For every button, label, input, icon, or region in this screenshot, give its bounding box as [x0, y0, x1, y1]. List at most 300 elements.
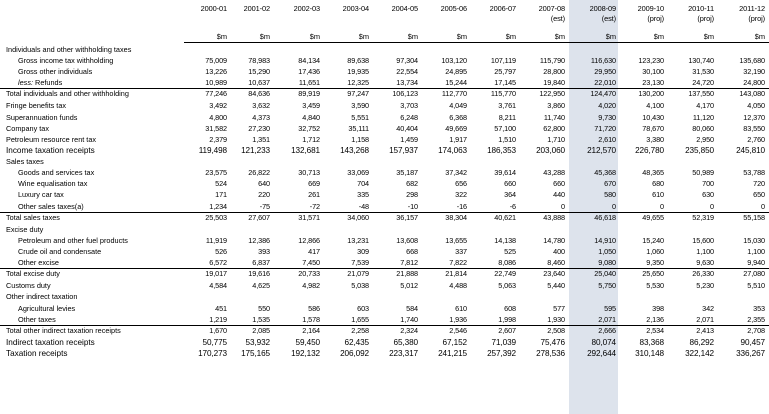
section-header-row [0, 291, 769, 302]
cell-value: 1,740 [400, 314, 418, 324]
cell-value: 2,666 [598, 325, 616, 335]
cell-value: 15,244 [445, 78, 467, 88]
cell-value: 2,324 [400, 325, 418, 335]
cell-value: 21,888 [396, 269, 418, 279]
cell-value: 86,292 [689, 338, 714, 348]
cell-value: 84,636 [248, 89, 270, 99]
cell-value: 2,950 [696, 134, 714, 144]
cell-value: 6,248 [400, 112, 418, 122]
cell-value: 30,100 [642, 67, 664, 77]
cell-value: 2,760 [747, 134, 765, 144]
cell-value: 336,267 [736, 349, 765, 359]
cell-value: 19,017 [205, 269, 227, 279]
cell-value: 11,740 [543, 112, 565, 122]
row-label: Other taxes [18, 314, 56, 324]
cell-value: 10,430 [642, 112, 664, 122]
unit-label: $m [216, 32, 227, 41]
cell-value: 19,935 [347, 67, 369, 77]
cell-value: 25,040 [594, 269, 616, 279]
cell-value: 80,060 [692, 123, 714, 133]
cell-value: 13,608 [396, 236, 418, 245]
cell-value: 35,187 [396, 168, 418, 178]
cell-value: 19,840 [543, 78, 565, 88]
cell-value: 130,200 [638, 89, 664, 99]
cell-value: 55,158 [743, 212, 765, 222]
cell-value: 1,219 [209, 314, 227, 324]
cell-value: 77,246 [205, 89, 227, 99]
table-row [0, 314, 769, 325]
cell-value: 2,607 [498, 325, 516, 335]
unit-label: $m [653, 32, 664, 41]
cell-value: 9,630 [696, 258, 714, 268]
cell-value: 21,079 [347, 269, 369, 279]
cell-value: 21,814 [445, 269, 467, 279]
cell-value: 26,822 [248, 168, 270, 178]
cell-value: 35,111 [348, 123, 369, 133]
cell-value: 1,535 [252, 314, 270, 324]
cell-value: 112,770 [441, 89, 467, 99]
cell-value: 15,290 [248, 67, 270, 77]
cell-value: 670 [604, 179, 616, 189]
cell-value: 9,730 [598, 112, 616, 122]
cell-value: 106,123 [392, 89, 418, 99]
cell-value: 364 [504, 190, 516, 200]
cell-value: 39,614 [494, 168, 516, 178]
cell-value: 660 [553, 179, 565, 189]
cell-value: 27,230 [248, 123, 270, 133]
unit-label: $m [754, 32, 765, 41]
cell-value: 50,775 [202, 338, 227, 348]
cell-value: 1,930 [547, 314, 565, 324]
cell-value: 226,780 [635, 145, 664, 155]
cell-value: 121,233 [241, 145, 270, 155]
cell-value: 630 [702, 190, 714, 200]
cell-value: 9,350 [646, 258, 664, 268]
cell-value: 1,670 [209, 325, 227, 335]
cell-value: 103,120 [441, 56, 467, 66]
cell-value: 5,510 [747, 281, 765, 291]
cell-value: 0 [710, 201, 714, 211]
cell-value: 1,917 [449, 134, 467, 144]
cell-value: 4,373 [252, 112, 270, 122]
cell-value: 29,950 [594, 67, 616, 77]
cell-value: 7,450 [302, 258, 320, 268]
cell-value: 14,910 [594, 236, 616, 245]
cell-value: 4,584 [209, 281, 227, 291]
cell-value: 584 [406, 303, 418, 313]
cell-value: 241,215 [438, 349, 467, 359]
cell-value: 9,940 [747, 258, 765, 268]
cell-value: 45,368 [594, 168, 616, 178]
cell-value: 400 [553, 247, 565, 257]
column-year-header: 2002-03 [293, 4, 320, 13]
cell-value: 62,800 [543, 123, 565, 133]
cell-value: 4,488 [449, 281, 467, 291]
cell-value: 595 [604, 303, 616, 313]
row-label: Company tax [6, 123, 49, 133]
table-row [0, 348, 769, 359]
table-row [0, 268, 769, 280]
cell-value: 309 [357, 247, 369, 257]
cell-value: 524 [215, 179, 227, 189]
cell-value: 682 [406, 179, 418, 189]
cell-value: 53,932 [245, 338, 270, 348]
row-label: Total individuals and other withholding [6, 89, 129, 99]
cell-value: 393 [258, 247, 270, 257]
cell-value: 5,038 [351, 281, 369, 291]
cell-value: 122,950 [539, 89, 565, 99]
cell-value: 235,850 [685, 145, 714, 155]
cell-value: 4,840 [302, 112, 320, 122]
cell-value: 2,610 [598, 134, 616, 144]
column-note-header: (est) [601, 14, 616, 23]
cell-value: 3,761 [498, 101, 516, 111]
row-label: Other indirect taxation [6, 292, 78, 302]
header-rule [184, 42, 769, 43]
cell-value: 4,800 [209, 112, 227, 122]
cell-value: 27,607 [248, 212, 270, 222]
cell-value: 13,655 [445, 236, 467, 245]
cell-value: 257,392 [487, 349, 516, 359]
row-label: Gross other individuals [18, 67, 93, 77]
cell-value: 3,703 [400, 101, 418, 111]
cell-value: 5,551 [351, 112, 369, 122]
table-row [0, 145, 769, 156]
cell-value: 223,317 [389, 349, 418, 359]
cell-value: 12,866 [298, 236, 320, 245]
cell-value: 1,158 [351, 134, 369, 144]
cell-value: 292,644 [587, 349, 616, 359]
cell-value: 34,060 [347, 212, 369, 222]
cell-value: 67,152 [442, 338, 467, 348]
cell-value: 5,530 [646, 281, 664, 291]
row-label: Crude oil and condensate [18, 247, 102, 257]
cell-value: 132,681 [291, 145, 320, 155]
cell-value: 17,436 [298, 67, 320, 77]
cell-value: 526 [215, 247, 227, 257]
cell-value: 417 [308, 247, 320, 257]
cell-value: 143,268 [340, 145, 369, 155]
cell-value: 14,780 [543, 236, 565, 245]
row-label: Other excise [18, 258, 59, 268]
cell-value: 107,119 [490, 56, 516, 66]
cell-value: 4,100 [646, 101, 664, 111]
cell-value: 20,733 [298, 269, 320, 279]
cell-value: 84,134 [298, 56, 320, 66]
row-label: Fringe benefits tax [6, 101, 67, 111]
cell-value: 137,550 [688, 89, 714, 99]
unit-label: $m [703, 32, 714, 41]
cell-value: 6,837 [252, 258, 270, 268]
cell-value: 15,240 [642, 236, 664, 245]
unit-label: $m [456, 32, 467, 41]
cell-value: 25,503 [205, 212, 227, 222]
cell-value: 4,170 [696, 101, 714, 111]
column-year-header: 2004-05 [391, 4, 418, 13]
cell-value: 40,404 [396, 123, 418, 133]
cell-value: 130,740 [688, 56, 714, 66]
cell-value: 212,570 [587, 145, 616, 155]
section-header-row [0, 224, 769, 235]
cell-value: 668 [406, 247, 418, 257]
unit-label: $m [505, 32, 516, 41]
cell-value: 174,063 [438, 145, 467, 155]
cell-value: 1,578 [302, 314, 320, 324]
cell-value: 37,342 [445, 168, 467, 178]
cell-value: 24,800 [743, 78, 765, 88]
cell-value: 2,071 [598, 314, 616, 324]
cell-value: 603 [357, 303, 369, 313]
row-label: Other sales taxes(a) [18, 201, 84, 211]
cell-value: 22,749 [494, 269, 516, 279]
column-note-header: (proj) [697, 14, 714, 23]
cell-value: 1,050 [598, 247, 616, 257]
cell-value: 2,258 [351, 325, 369, 335]
cell-value: 4,049 [449, 101, 467, 111]
cell-value: 203,060 [536, 145, 565, 155]
cell-value: 97,247 [347, 89, 369, 99]
cell-value: -72 [309, 201, 320, 211]
cell-value: 43,288 [543, 168, 565, 178]
cell-value: 78,670 [642, 123, 664, 133]
cell-value: 71,039 [491, 338, 516, 348]
section-header-row [0, 156, 769, 167]
cell-value: 2,546 [449, 325, 467, 335]
cell-value: 22,554 [396, 67, 418, 77]
cell-value: 12,370 [743, 112, 765, 122]
cell-value: 322 [455, 190, 467, 200]
cell-value: 0 [761, 201, 765, 211]
table-row [0, 235, 769, 246]
cell-value: 24,720 [692, 78, 714, 88]
cell-value: -75 [259, 201, 270, 211]
cell-value: 1,936 [449, 314, 467, 324]
cell-value: 704 [357, 179, 369, 189]
cell-value: 31,571 [298, 212, 320, 222]
cell-value: -10 [407, 201, 418, 211]
cell-value: -48 [358, 201, 369, 211]
cell-value: 2,508 [547, 325, 565, 335]
cell-value: 13,226 [205, 67, 227, 77]
cell-value: 80,074 [591, 338, 616, 348]
cell-value: 5,063 [498, 281, 516, 291]
cell-value: 608 [504, 303, 516, 313]
cell-value: 6,572 [209, 258, 227, 268]
cell-value: 32,752 [298, 123, 320, 133]
cell-value: 3,492 [209, 101, 227, 111]
cell-value: 310,148 [635, 349, 664, 359]
table-row [0, 100, 769, 111]
cell-value: 337 [455, 247, 467, 257]
unit-label: $m [358, 32, 369, 41]
cell-value: 335 [357, 190, 369, 200]
cell-value: 83,550 [743, 123, 765, 133]
cell-value: 7,539 [351, 258, 369, 268]
cell-value: 12,325 [347, 78, 369, 88]
row-label: Total excise duty [6, 269, 60, 279]
cell-value: 610 [652, 190, 664, 200]
column-year-header: 2009-10 [637, 4, 664, 13]
cell-value: 65,380 [393, 338, 418, 348]
cell-value: 0 [612, 201, 616, 211]
cell-value: 13,734 [396, 78, 418, 88]
cell-value: 115,790 [539, 56, 565, 66]
cell-value: 2,071 [696, 314, 714, 324]
cell-value: 2,355 [747, 314, 765, 324]
row-label: Total other indirect taxation receipts [6, 325, 121, 335]
table-row [0, 189, 769, 200]
cell-value: 2,136 [646, 314, 664, 324]
cell-value: 38,304 [445, 212, 467, 222]
row-label: Sales taxes [6, 156, 44, 166]
cell-value: 75,009 [205, 56, 227, 66]
cell-value: 40,621 [494, 212, 516, 222]
cell-value: 580 [604, 190, 616, 200]
cell-value: 123,230 [638, 56, 664, 66]
table-row [0, 88, 769, 100]
cell-value: 8,460 [547, 258, 565, 268]
cell-value: 89,919 [298, 89, 320, 99]
row-label: Total sales taxes [6, 212, 60, 222]
cell-value: 640 [258, 179, 270, 189]
row-label: Income taxation receipts [6, 145, 95, 155]
cell-value: 4,050 [747, 101, 765, 111]
cell-value: 2,413 [696, 325, 714, 335]
table-row [0, 257, 769, 268]
cell-value: 1,459 [400, 134, 418, 144]
cell-value: 30,713 [298, 168, 320, 178]
cell-value: -6 [509, 201, 516, 211]
cell-value: 89,638 [347, 56, 369, 66]
cell-value: 10,637 [248, 78, 270, 88]
column-note-header: (est) [550, 14, 565, 23]
row-label: Excise duty [6, 224, 44, 234]
cell-value: 53,788 [743, 168, 765, 178]
row-label: Agricultural levies [18, 303, 76, 313]
cell-value: 1,998 [498, 314, 516, 324]
cell-value: 2,379 [209, 134, 227, 144]
row-label: Luxury car tax [18, 190, 64, 200]
cell-value: 298 [406, 190, 418, 200]
column-year-header: 2005-06 [440, 4, 467, 13]
cell-value: 220 [258, 190, 270, 200]
cell-value: 322,142 [685, 349, 714, 359]
table-row [0, 66, 769, 77]
cell-value: 43,888 [543, 212, 565, 222]
cell-value: 278,536 [536, 349, 565, 359]
cell-value: 3,380 [646, 134, 664, 144]
table-row [0, 337, 769, 348]
cell-value: 1,510 [498, 134, 516, 144]
cell-value: 577 [553, 303, 565, 313]
cell-value: 11,120 [692, 112, 714, 122]
cell-value: 28,800 [543, 67, 565, 77]
cell-value: 4,625 [252, 281, 270, 291]
cell-value: 586 [308, 303, 320, 313]
row-label: Indirect taxation receipts [6, 338, 95, 348]
cell-value: 83,368 [639, 338, 664, 348]
cell-value: 175,165 [241, 349, 270, 359]
table-row [0, 280, 769, 291]
table-row [0, 325, 769, 337]
cell-value: 192,132 [291, 349, 320, 359]
row-label: Petroleum resource rent tax [6, 134, 97, 144]
row-label: less: Refunds [18, 78, 63, 88]
cell-value: 610 [455, 303, 467, 313]
cell-value: 116,630 [590, 56, 616, 66]
table-row [0, 303, 769, 314]
cell-value: 57,100 [494, 123, 516, 133]
cell-value: 398 [652, 303, 664, 313]
column-note-header: (proj) [647, 14, 664, 23]
cell-value: 2,534 [646, 325, 664, 335]
column-year-header: 2000-01 [200, 4, 227, 13]
cell-value: 12,386 [248, 236, 270, 245]
table-row [0, 134, 769, 145]
cell-value: 49,669 [445, 123, 467, 133]
cell-value: 2,164 [302, 325, 320, 335]
cell-value: 124,470 [590, 89, 616, 99]
table-row [0, 212, 769, 224]
row-label: Superannuation funds [6, 112, 78, 122]
cell-value: 90,457 [740, 338, 765, 348]
cell-value: 186,353 [487, 145, 516, 155]
cell-value: 71,720 [594, 123, 616, 133]
unit-label: $m [554, 32, 565, 41]
cell-value: 23,575 [205, 168, 227, 178]
table-row [0, 123, 769, 134]
cell-value: 171 [215, 190, 227, 200]
cell-value: 157,937 [389, 145, 418, 155]
table-body [0, 44, 769, 359]
cell-value: 170,273 [198, 349, 227, 359]
cell-value: 4,982 [302, 281, 320, 291]
cell-value: 5,440 [547, 281, 565, 291]
row-label: Individuals and other withholding taxes [6, 45, 132, 54]
cell-value: 11,651 [298, 78, 320, 88]
cell-value: 3,590 [351, 101, 369, 111]
cell-value: 261 [308, 190, 320, 200]
column-year-header: 2001-02 [243, 4, 270, 13]
cell-value: 25,650 [642, 269, 664, 279]
cell-value: 23,130 [642, 78, 664, 88]
cell-value: 49,655 [642, 212, 664, 222]
cell-value: 119,498 [198, 145, 227, 155]
cell-value: 2,708 [747, 325, 765, 335]
cell-value: 15,030 [743, 236, 765, 245]
cell-value: 25,797 [494, 67, 516, 77]
cell-value: 10,989 [205, 78, 227, 88]
table-row [0, 167, 769, 178]
row-label: Taxation receipts [6, 349, 68, 359]
cell-value: 24,895 [445, 67, 467, 77]
cell-value: 27,080 [743, 269, 765, 279]
cell-value: 720 [753, 179, 765, 189]
cell-value: 13,231 [347, 236, 369, 245]
cell-value: 14,138 [494, 236, 516, 245]
row-label: Gross income tax withholding [18, 56, 114, 66]
column-year-header: 2010-11 [688, 4, 714, 13]
unit-label: $m [605, 32, 616, 41]
cell-value: 59,450 [295, 338, 320, 348]
column-year-header: 2006-07 [489, 4, 516, 13]
cell-value: 115,770 [490, 89, 516, 99]
cell-value: 6,368 [449, 112, 467, 122]
cell-value: 46,618 [594, 212, 616, 222]
cell-value: 135,680 [739, 56, 765, 66]
cell-value: 32,190 [743, 67, 765, 77]
cell-value: 2,085 [252, 325, 270, 335]
